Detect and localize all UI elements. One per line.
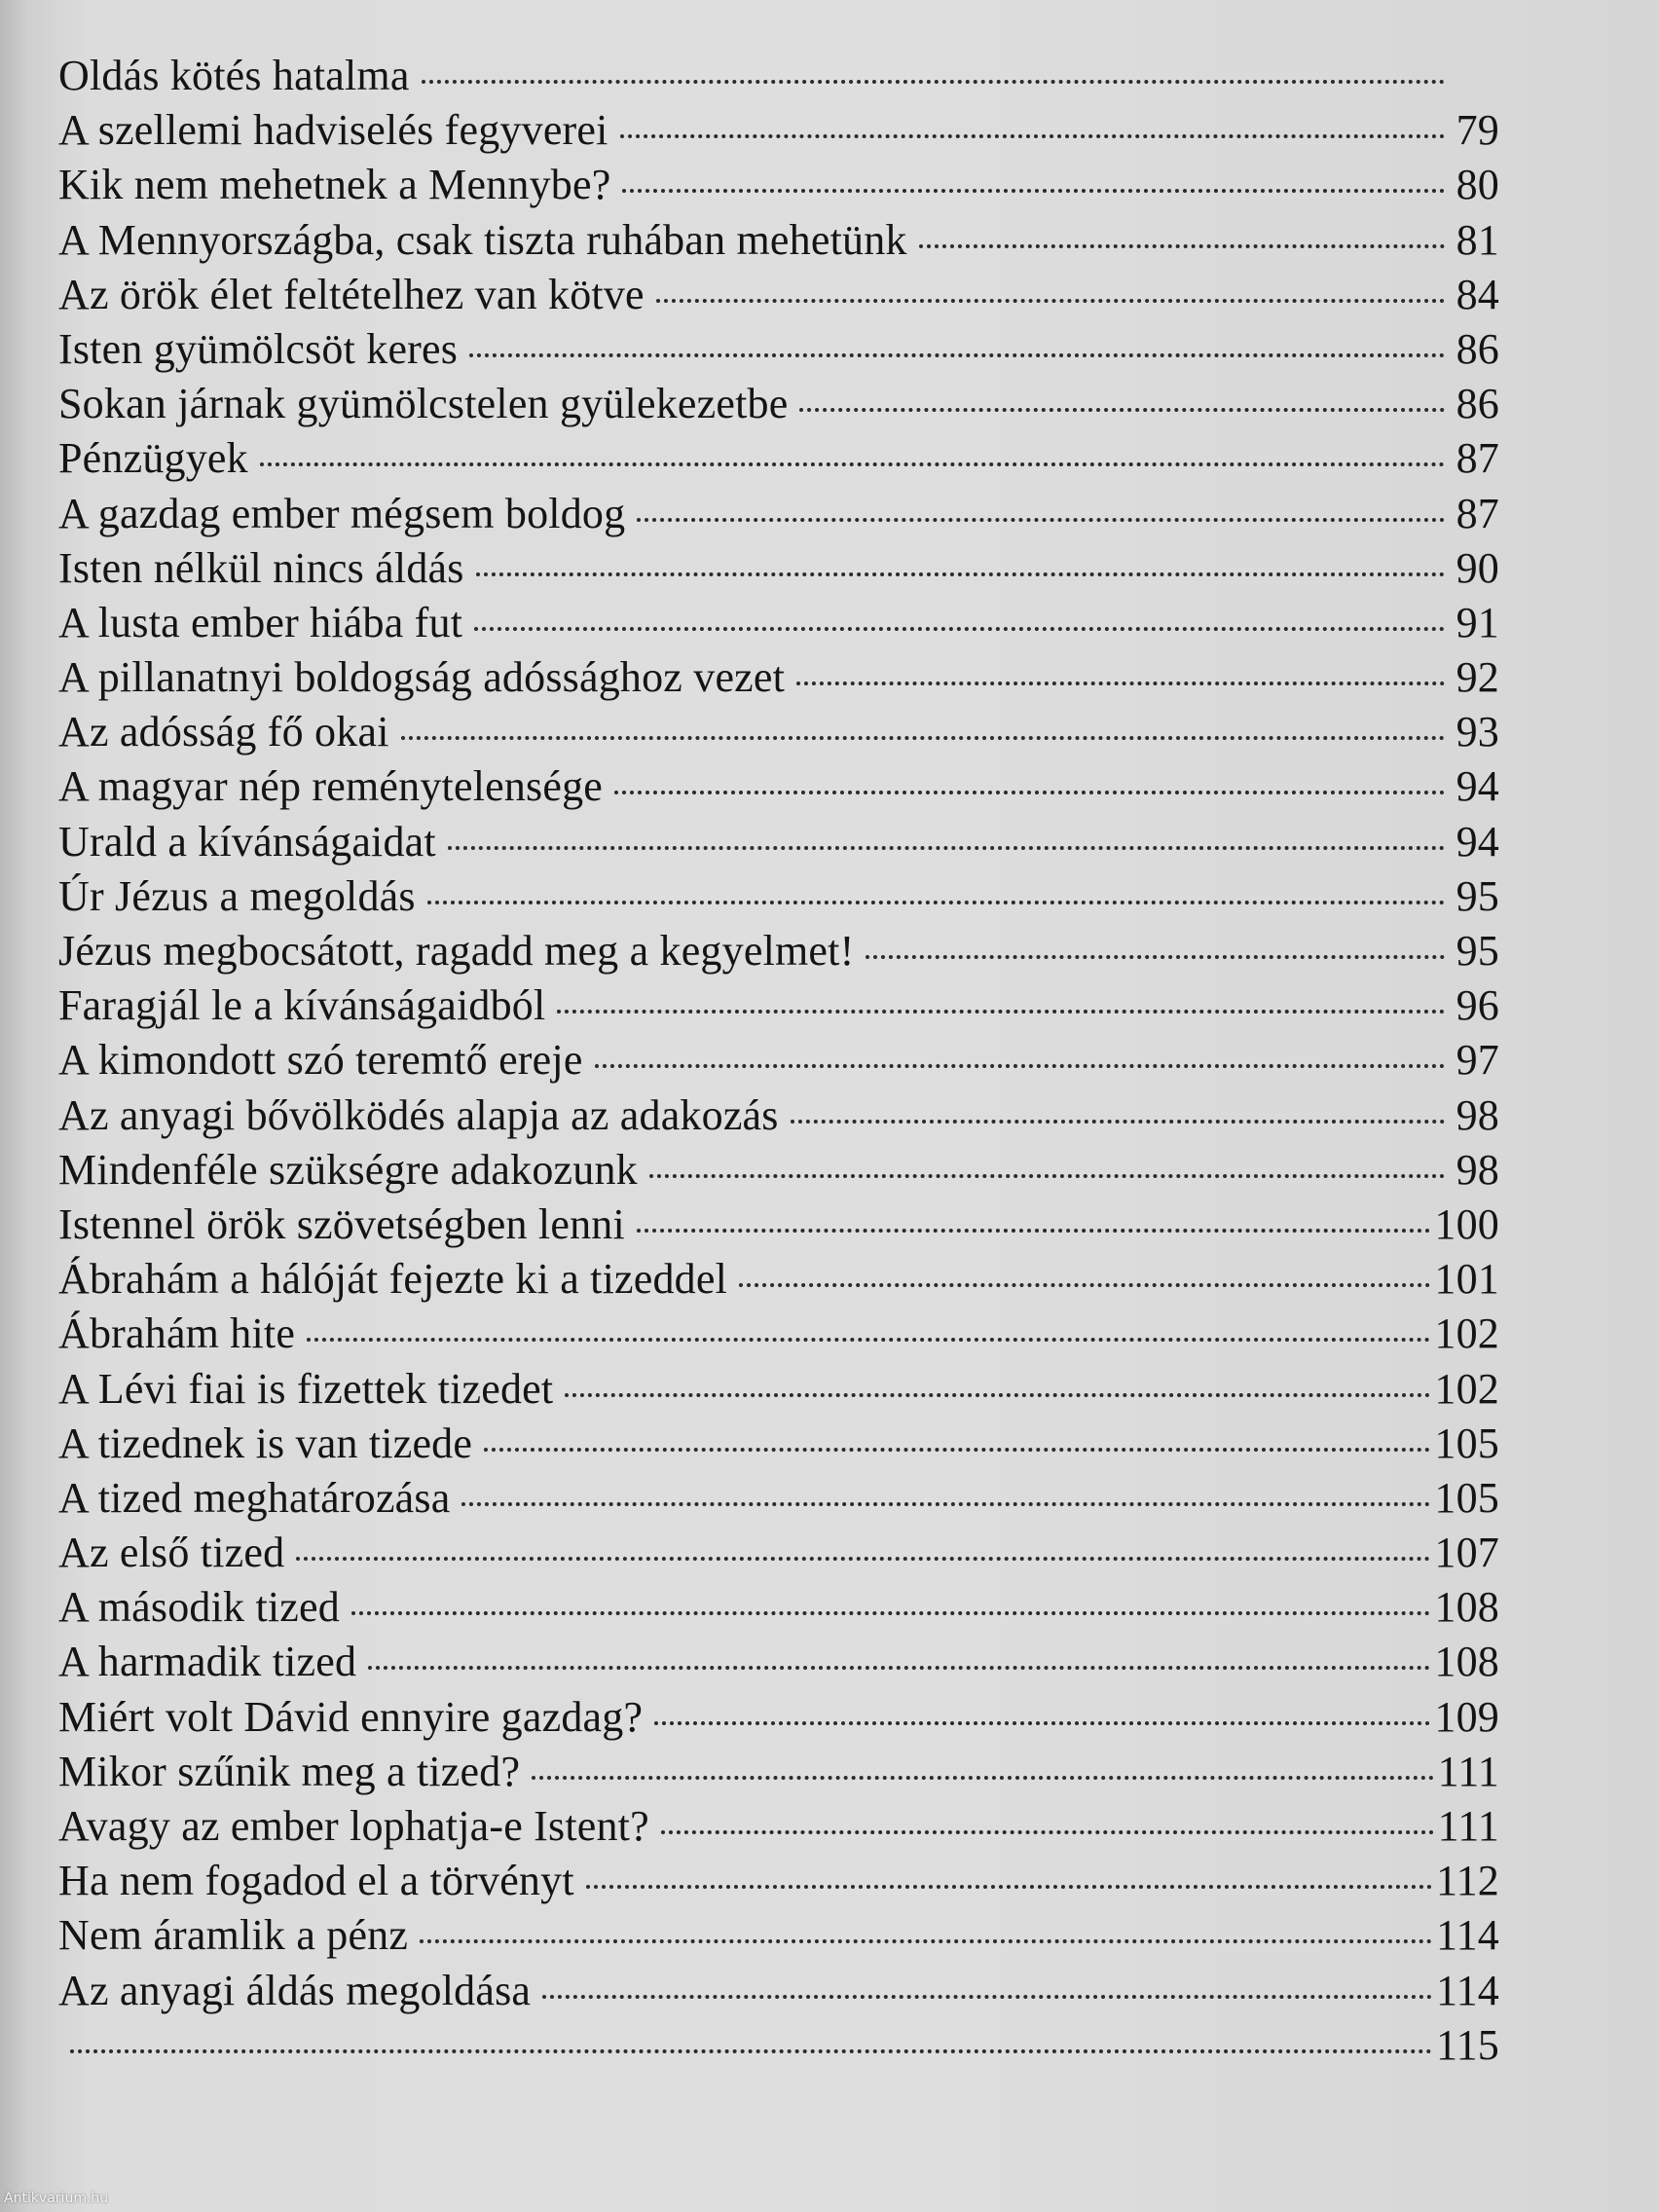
toc-entry (58, 1417, 1499, 1471)
dot-leader (799, 407, 1445, 412)
dot-leader (595, 1063, 1445, 1068)
toc-entry (58, 650, 1499, 705)
dot-leader (427, 900, 1445, 904)
toc-entry (58, 103, 1499, 158)
toc-entry-page-number: 98 (1456, 1090, 1499, 1139)
toc-entry (58, 1362, 1499, 1417)
toc-entry (58, 1307, 1499, 1361)
toc-entry-page-number: 114 (1436, 1911, 1499, 1960)
dot-leader (401, 735, 1445, 740)
toc-entry-title: A második tized (58, 1583, 340, 1632)
toc-entry (58, 1198, 1499, 1252)
toc-entry-title: Isten gyümölcsöt keres (58, 324, 459, 373)
dot-leader (296, 1556, 1430, 1561)
toc-entry-page-number: 96 (1456, 981, 1499, 1030)
toc-entry-page-number: 101 (1434, 1255, 1499, 1304)
toc-entry (58, 1964, 1499, 2018)
toc-entry-page-number: 86 (1456, 324, 1499, 373)
toc-entry-title: Sokan járnak gyümölcstelen gyülekezetbe (58, 380, 789, 428)
toc-entry (58, 268, 1499, 322)
toc-entry-page-number: 107 (1434, 1529, 1499, 1577)
toc-entry-title: Az anyagi áldás megoldása (58, 1966, 532, 2014)
toc-entry (58, 1799, 1499, 1854)
toc-entry-title: A Lévi fiai is fizettek tizedet (58, 1364, 554, 1413)
toc-entry-title: A tized meghatározása (58, 1473, 451, 1522)
toc-entry-title: A harmadik tized (58, 1638, 357, 1686)
toc-entry (58, 213, 1499, 268)
toc-entry-page-number: 102 (1434, 1364, 1499, 1413)
dot-leader (368, 1665, 1430, 1670)
toc-entry (58, 1635, 1499, 1689)
toc-entry-page-number: 112 (1436, 1857, 1499, 1905)
toc-entry-title: Miért volt Dávid ennyire gazdag? (58, 1692, 644, 1741)
dot-leader (557, 1009, 1445, 1014)
dot-leader (637, 1228, 1430, 1233)
toc-entry-title: Úr Jézus a megoldás (58, 871, 416, 920)
dot-leader (656, 298, 1445, 303)
toc-entry-title: Az első tized (58, 1529, 285, 1577)
dot-leader (654, 1720, 1430, 1725)
toc-entry-title: Az örök élet feltételhez van kötve (58, 270, 645, 318)
toc-entry (58, 49, 1499, 103)
dot-leader (614, 790, 1445, 794)
toc-entry-title: A szellemi hadviselés fegyverei (58, 106, 608, 155)
toc-entry (58, 431, 1499, 486)
toc-entry (58, 924, 1499, 978)
toc-entry-page-number: 97 (1456, 1036, 1499, 1085)
toc-entry-page-number: 98 (1456, 1145, 1499, 1194)
dot-leader (484, 1447, 1430, 1452)
toc-entry-page-number: 91 (1456, 598, 1499, 646)
toc-entry-page-number: 95 (1456, 871, 1499, 920)
toc-entry-page-number: 109 (1434, 1692, 1499, 1741)
toc-entry-title: Urald a kívánságaidat (58, 817, 436, 866)
dot-leader (622, 188, 1445, 193)
toc-entry-title: Pénzügyek (58, 434, 248, 483)
dot-leader (866, 954, 1445, 959)
toc-entry (58, 2018, 1499, 2073)
toc-entry-title: A Mennyországba, csak tiszta ruhában mehetünk (58, 215, 907, 264)
toc-entry (58, 869, 1499, 924)
toc-entry (58, 1088, 1499, 1143)
toc-entry-title: Mindenféle szükségre adakozunk (58, 1145, 638, 1194)
toc-entry-page-number: 105 (1434, 1419, 1499, 1467)
toc-entry (58, 705, 1499, 759)
toc-entry-page-number: 111 (1437, 1802, 1499, 1850)
toc-entry-title: Nem áramlik a pénz (58, 1911, 409, 1960)
toc-entry-title: Kik nem mehetnek a Mennybe? (58, 161, 611, 209)
toc-entry-page-number: 93 (1456, 708, 1499, 756)
toc-entry-title: A gazdag ember mégsem boldog (58, 489, 626, 537)
toc-entry-title: Az adósság fő okai (58, 708, 389, 756)
toc-entry (58, 1252, 1499, 1307)
toc-entry-title: Istennel örök szövetségben lenni (58, 1199, 625, 1248)
toc-entry-page-number: 114 (1436, 1966, 1499, 2014)
toc-entry-page-number: 80 (1456, 161, 1499, 209)
dot-leader (351, 1610, 1430, 1615)
toc-entry (58, 1526, 1499, 1580)
dot-leader (565, 1392, 1430, 1397)
dot-leader (307, 1337, 1430, 1342)
toc-entry (58, 596, 1499, 650)
dot-leader (637, 517, 1445, 522)
toc-entry-page-number: 94 (1456, 817, 1499, 866)
toc-entry-title: A magyar nép reménytelensége (58, 762, 604, 811)
toc-entry (58, 1143, 1499, 1198)
dot-leader (461, 1501, 1430, 1506)
dot-leader (661, 1829, 1434, 1834)
toc-entry-title: Jézus megbocsátott, ragadd meg a kegyelmet! (58, 927, 855, 975)
toc-entry-page-number: 87 (1456, 489, 1499, 537)
dot-leader (448, 845, 1445, 850)
toc-entry (58, 322, 1499, 377)
table-of-contents (58, 49, 1499, 2073)
toc-entry (58, 487, 1499, 541)
toc-entry-page-number: 92 (1456, 653, 1499, 702)
toc-entry-title: Mikor szűnik meg a tized? (58, 1747, 521, 1795)
dot-leader (260, 461, 1445, 466)
toc-entry-page-number: 90 (1456, 543, 1499, 592)
toc-entry (58, 978, 1499, 1033)
dot-leader (739, 1282, 1430, 1287)
toc-entry-page-number: 115 (1436, 2020, 1499, 2069)
toc-entry-title: A lusta ember hiába fut (58, 598, 463, 646)
toc-entry (58, 1745, 1499, 1799)
dot-leader (542, 1994, 1432, 1999)
toc-entry-page-number: 81 (1456, 215, 1499, 264)
dot-leader (420, 1938, 1432, 1943)
toc-entry (58, 1471, 1499, 1526)
dot-leader (469, 352, 1445, 357)
toc-entry-title: Az anyagi bővölködés alapja az adakozás (58, 1090, 779, 1139)
toc-entry-page-number: 102 (1434, 1309, 1499, 1358)
toc-entry-title: Faragjál le a kívánságaidból (58, 981, 546, 1030)
toc-entry-page-number: 87 (1456, 434, 1499, 483)
toc-entry-title: A pillanatnyi boldogság adóssághoz vezet (58, 653, 786, 702)
toc-entry-page-number: 86 (1456, 380, 1499, 428)
dot-leader (586, 1884, 1432, 1889)
toc-entry (58, 1580, 1499, 1635)
toc-entry-title: Ábrahám hite (58, 1309, 296, 1358)
toc-entry-title: Ábrahám a hálóját fejezte ki a tizeddel (58, 1255, 728, 1304)
toc-entry (58, 1854, 1499, 1908)
toc-entry-page-number: 94 (1456, 762, 1499, 811)
dot-leader (791, 1119, 1445, 1124)
toc-entry-title: Isten nélkül nincs áldás (58, 543, 464, 592)
toc-entry-page-number: 111 (1437, 1747, 1499, 1795)
toc-entry-page-number: 105 (1434, 1473, 1499, 1522)
toc-entry (58, 1033, 1499, 1088)
toc-entry-title: Oldás kötés hatalma (58, 52, 410, 99)
toc-entry (58, 1908, 1499, 1963)
toc-entry (58, 1690, 1499, 1745)
toc-entry-title: A tizednek is van tizede (58, 1419, 473, 1467)
toc-entry-title: Ha nem fogadod el a törvényt (58, 1857, 574, 1905)
dot-leader (532, 1775, 1433, 1780)
toc-entry (58, 759, 1499, 814)
dot-leader (919, 243, 1445, 248)
toc-entry (58, 158, 1499, 212)
dot-leader (422, 79, 1445, 84)
toc-entry-page-number: 108 (1434, 1583, 1499, 1632)
toc-entry-page-number: 95 (1456, 927, 1499, 975)
toc-entry-page-number: 79 (1456, 106, 1499, 155)
toc-entry (58, 541, 1499, 596)
dot-leader (620, 133, 1445, 138)
toc-entry-title: Avagy az ember lophatja-e Istent? (58, 1802, 649, 1850)
toc-entry (58, 377, 1499, 431)
dot-leader (70, 2048, 1432, 2053)
toc-entry-page-number: 100 (1434, 1199, 1499, 1248)
dot-leader (649, 1173, 1445, 1178)
toc-entry (58, 815, 1499, 869)
dot-leader (796, 681, 1445, 685)
dot-leader (474, 626, 1445, 631)
toc-entry-page-number: 108 (1434, 1638, 1499, 1686)
toc-entry-page-number: 84 (1456, 270, 1499, 318)
watermark: Antikvarium.hu (4, 2191, 109, 2206)
toc-entry-title: A kimondott szó teremtő ereje (58, 1036, 583, 1085)
dot-leader (476, 571, 1445, 576)
